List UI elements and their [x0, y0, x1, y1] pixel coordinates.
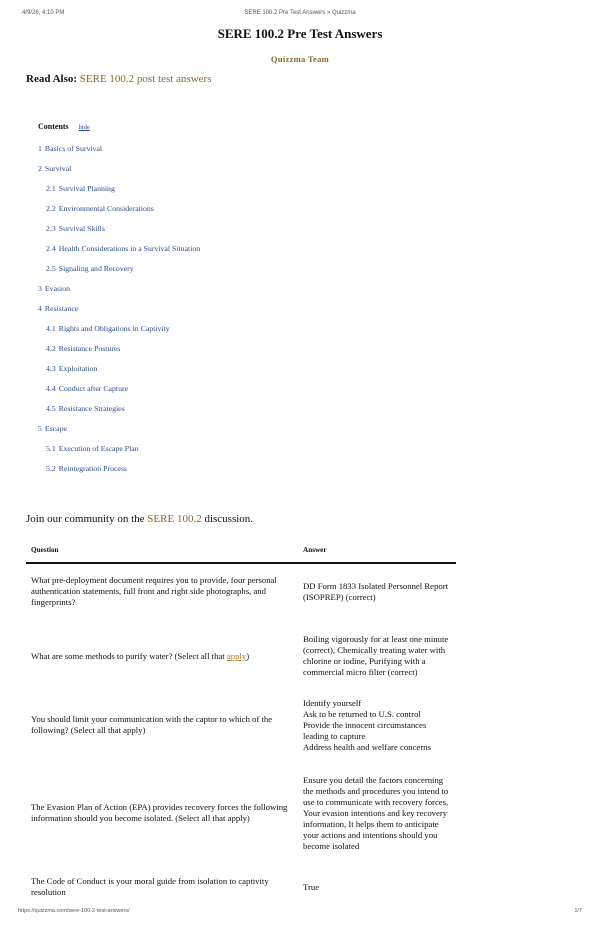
toc-item[interactable]: 4.3 Exploitation	[46, 364, 98, 373]
toc-item[interactable]: 2.2 Environmental Considerations	[46, 204, 154, 213]
print-footer-url: https://quizzma.com/sere-100-2-test-answers/	[18, 908, 130, 914]
article-author[interactable]: Quizzma Team	[270, 54, 330, 64]
table-row	[26, 869, 456, 905]
toc-item[interactable]: 4.5 Resistance Strategies	[46, 404, 125, 413]
toc-item[interactable]: 5 Escape	[38, 424, 67, 433]
table-row	[26, 619, 456, 693]
print-header-datetime: 4/9/26, 4:10 PM	[22, 10, 65, 16]
toc-item[interactable]: 3 Evasion	[38, 284, 71, 293]
table-row	[26, 757, 456, 869]
question-cell: What pre-deployment document requires you to provide, four personal authentication statements, full front and right side photographs, and fingerprints?	[31, 575, 277, 607]
table-of-contents	[38, 143, 200, 483]
answer-cell: Identify yourself Ask to be returned to U.S. control Provide the innocent circumstances leading to capture Address health and welfare concerns	[303, 697, 431, 752]
table-row	[26, 563, 456, 619]
column-header-answer: Answer	[298, 543, 456, 563]
toc-item[interactable]: 2.4 Health Considerations in a Survival Situation	[46, 244, 201, 253]
answer-cell: Ensure you detail the factors concerning the methods and procedures you intend to use to communicate with recovery forces, Your evasion intentions and key recovery information, It helps them to anticipate your actions and intentions should you become isolated	[303, 774, 449, 851]
read-also	[26, 73, 211, 85]
question-cell: The Code of Conduct is your moral guide from isolation to captivity resolution	[31, 876, 269, 897]
toc-hide-toggle[interactable]: hide	[78, 124, 90, 131]
toc-item[interactable]: 4 Resistance	[38, 304, 79, 313]
answer-cell: DD Form 1833 Isolated Personnel Report (ISOPREP) (correct)	[303, 580, 449, 602]
table-header-row	[26, 543, 456, 563]
toc-heading-label: Contents	[38, 122, 69, 131]
toc-item[interactable]: 1 Basics of Survival	[38, 144, 103, 153]
qa-table	[26, 543, 456, 905]
toc-item[interactable]: 2 Survival	[38, 164, 72, 173]
community-prefix: Join our community on the	[26, 513, 145, 525]
read-also-label: Read Also:	[26, 73, 78, 85]
print-footer-page: 1/7	[574, 908, 582, 914]
question-cell: The Evasion Plan of Action (EPA) provides recovery forces the following information should you become isolated. (Select all that apply)	[31, 802, 288, 823]
community-link[interactable]: SERE 100.2	[147, 513, 202, 525]
question-cell: What are some methods to purify water? (Select all that apply)	[31, 650, 250, 661]
read-also-link[interactable]: SERE 100.2 post test answers	[79, 73, 212, 85]
toc-heading	[38, 122, 90, 131]
column-header-question: Question	[26, 543, 298, 563]
toc-item[interactable]: 2.3 Survival Skills	[46, 224, 105, 233]
community-suffix: discussion.	[204, 513, 254, 525]
article-title: SERE 100.2 Pre Test Answers	[217, 26, 383, 41]
toc-item[interactable]: 4.4 Conduct after Capture	[46, 384, 129, 393]
toc-item[interactable]: 5.1 Execution of Escape Plan	[46, 444, 139, 453]
print-header-title: SERE 100.2 Pre Test Answers » Quizzma	[244, 10, 356, 16]
toc-item[interactable]: 4.1 Rights and Obligations in Captivity	[46, 324, 170, 333]
answer-cell: True	[303, 881, 320, 892]
question-cell: You should limit your communication with the captor to which of the following? (Select all that apply)	[31, 714, 273, 735]
table-row	[26, 693, 456, 757]
apply-link[interactable]: apply	[226, 650, 247, 661]
community-line	[26, 513, 253, 525]
toc-item[interactable]: 5.2 Reintegration Process	[46, 464, 127, 473]
toc-item[interactable]: 4.2 Resistance Postures	[46, 344, 121, 353]
toc-item[interactable]: 2.1 Survival Planning	[46, 184, 115, 193]
answer-cell: Boiling vigorously for at least one minute (correct), Chemically treating water with chlorine or iodine, Purifying with a commercial micro filter (correct)	[303, 634, 449, 677]
toc-item[interactable]: 2.5 Signaling and Recovery	[46, 264, 134, 273]
